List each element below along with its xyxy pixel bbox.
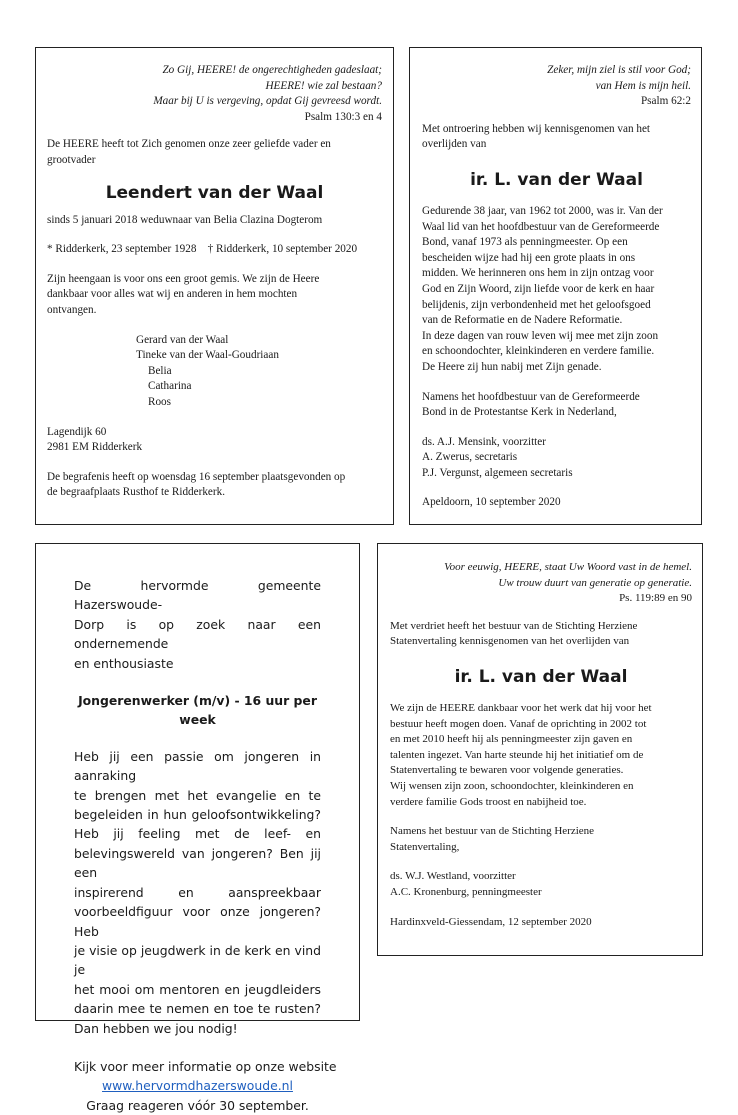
tribute-text: Gedurende 38 jaar, van 1962 tot 2000, was ir. Van der Waal lid van het hoofdbestuur van de Gereformeerde Bond, vanaf 1973 als penningmeester. Op een bescheiden wijze had hij een grote plaats in ons midden. We herinneren ons hem in zijn ontzag voor God en Zijn Woord, zijn liefde voor de kerk en haar belijdenis, zijn verbondenheid met het geloofsgoed van de Reformatie en de Nadere Reformatie. In deze dagen van rouw leven wij mee met zijn zoon en schoondochter, kleinkinderen en verdere familie. De Heere zij hun nabij met Zijn genade. [422,204,663,373]
place-date: Apeldoorn, 10 september 2020 [422,496,561,509]
signer: A. Zwerus, secretaris [422,451,518,464]
on-behalf-text: Namens het hoofdbestuur van de Gereformeerde Bond in de Protestantse Kerk in Nederland, [422,390,640,419]
grandchild: Catharina [148,380,192,393]
place-date: Hardinxveld-Giessendam, 12 september 2020 [390,915,592,928]
widower-line: sinds 5 januari 2018 weduwnaar van Belia Clazina Dogterom [47,213,323,226]
quote-reference: Psalm 62:2 [640,95,691,108]
tribute-text: We zijn de HEERE dankbaar voor het werk dat hij voor het bestuur heeft mogen doen. Vanaf de oprichting in 2002 tot en met 2010 heeft hij als penningmeester zijn gaven en talenten ingezet. Van harte steunde hij het initiatief om de Statenvertaling te bewaren voor volgende generaties. Wij wensen zijn zoon, schoondochter, kleinkinderen en verdere familie Gods troost en nabijheid toe. [390,701,652,808]
signer: ds. W.J. Westland, voorzitter [390,870,516,883]
address: Lagendijk 60 2981 EM Ridderkerk [47,425,143,454]
intro-text: De hervormde gemeente Hazerswoude- Dorp is op zoek naar een ondernemende en enthousiaste [74,578,321,671]
website-link[interactable]: www.hervormdhazerswoude.nl [102,1078,293,1094]
contact-info [74,1057,337,1115]
deadline-text: Graag reageren vóór 30 september. [86,1097,309,1113]
obituary-gereformeerde-bond [409,47,702,525]
intro-text: Met ontroering hebben wij kennisgenomen van het overlijden van [422,122,651,151]
intro-text: Met verdriet heeft het bestuur van de Stichting Herziene Statenvertaling kennisgenomen van het overlijden van [390,619,638,648]
family-member: Tineke van der Waal-Goudriaan [136,349,279,362]
obituary-leendert-van-der-waal [35,47,394,525]
signer: A.C. Kronenburg, penningmeester [390,885,542,898]
job-description: Heb jij een passie om jongeren in aanraking te brengen met het evangelie en te begeleiden in hun geloofsontwikkeling? Heb jij feeling met de leef- en belevingswereld van jongeren? Ben jij een inspirerend en aanspreekbaar voorbeeldfiguur voor onze jongeren? Heb je visie op jeugdwerk in de kerk en vind je het mooi om mentoren en jeugdleiders daarin mee te nemen en toe te rusten? Dan hebben we jou nodig! [74,748,321,1036]
info-text: Kijk voor meer informatie op onze website [74,1058,337,1074]
deceased-name: Leendert van der Waal [105,182,324,203]
funeral-text: De begrafenis heeft op woensdag 16 september plaatsgevonden op de begraafplaats Rusthof te Ridderkerk. [47,470,346,499]
signers-list [422,435,691,482]
deceased-name: ir. L. van der Waal [454,666,628,687]
signer: P.J. Vergunst, algemeen secretaris [422,466,573,479]
quote-line: HEERE! wie zal bestaan? [265,79,382,92]
job-title: Jongerenwerker (m/v) - 16 uur per week [78,693,317,728]
intro-text: De HEERE heeft tot Zich genomen onze zeer geliefde vader en grootvader [47,138,331,166]
grandchild: Belia [148,364,172,377]
grandchild: Roos [148,395,172,408]
loss-text: Zijn heengaan is voor ons een groot gemis. We zijn de Heere dankbaar voor alles wat wij en anderen in hem mochten ontvangen. [47,272,320,316]
on-behalf-text: Namens het bestuur van de Stichting Herziene Statenvertaling, [390,825,595,853]
quote-reference: Psalm 130:3 en 4 [304,110,382,123]
family-list [47,333,382,411]
signers-list [390,869,692,900]
death-date: † Ridderkerk, 10 september 2020 [207,243,358,256]
family-member: Gerard van der Waal [136,333,229,346]
quote-reference: Ps. 119:89 en 90 [619,592,692,605]
deceased-name: ir. L. van der Waal [470,169,643,190]
psalm-quote: Zeker, mijn ziel is stil voor God; van Hem is mijn heil. Psalm 62:2 [422,63,691,110]
job-advertisement [35,543,360,1113]
birth-date: * Ridderkerk, 23 september 1928 [47,243,197,256]
quote-line: Zo Gij, HEERE! de ongerechtigheden gadeslaat; [162,64,382,76]
psalm-quote: Voor eeuwig, HEERE, staat Uw Woord vast in de hemel. Uw trouw duurt van generatie op generatie. Ps. 119:89 en 90 [390,560,692,607]
obituary-stichting-herziene-statenvertaling [377,543,703,956]
psalm-quote [47,63,382,125]
life-dates [47,242,382,258]
quote-line: Maar bij U is vergeving, opdat Gij gevreesd wordt. [153,95,382,108]
signer: ds. A.J. Mensink, voorzitter [422,435,546,448]
